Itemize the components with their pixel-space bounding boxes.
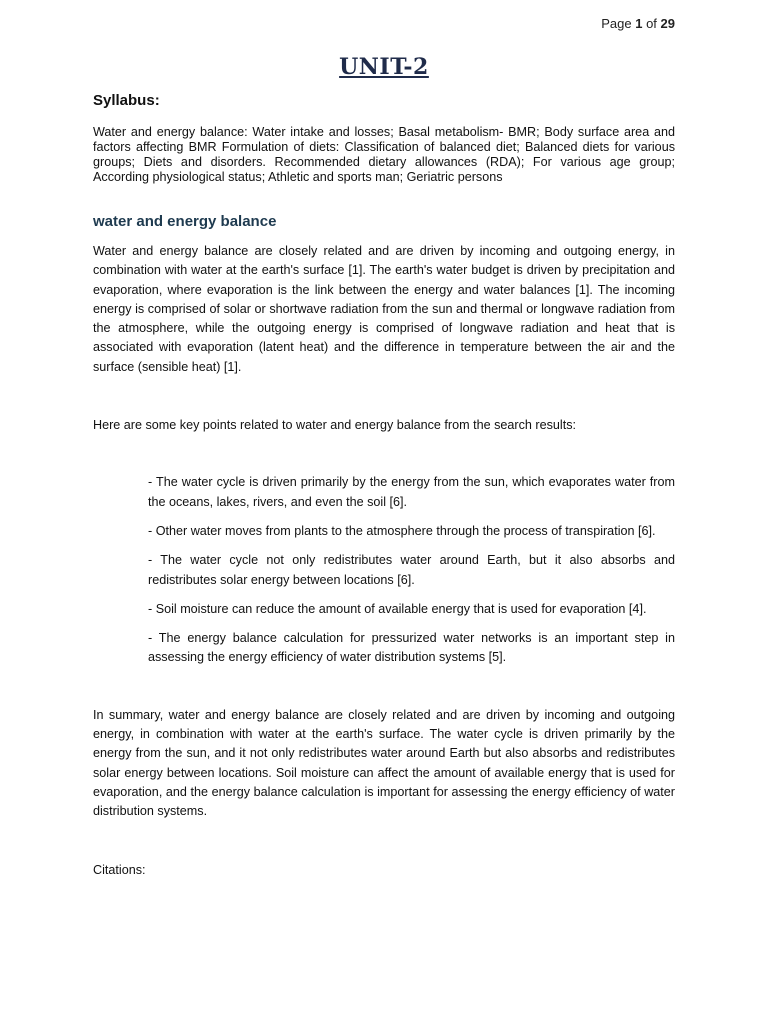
page-of: of <box>642 16 661 31</box>
list-item: - Other water moves from plants to the atmosphere through the process of transpiration [6]. <box>148 523 656 538</box>
list-item: - The water cycle not only redistributes water around Earth, but it also absorbs and redistributes solar energy between locations [6]. <box>148 553 675 587</box>
syllabus-heading: Syllabus: <box>93 92 160 109</box>
page-current: 1 <box>635 16 643 31</box>
key-points-list <box>148 473 675 667</box>
summary-paragraph: In summary, water and energy balance are closely related and are driven by incoming and outgoing energy, in combination with water at the earth's surface. The water cycle is driven primarily by the energy from the sun, and it not only redistributes water around Earth but also absorbs and redistributes solar energy between locations. Soil moisture can affect the amount of available energy that is used for evaporation, and the energy balance calculation is important for assessing the energy efficiency of water distribution systems. <box>93 707 675 819</box>
page-number <box>601 16 675 31</box>
list-item: - The water cycle is driven primarily by the energy from the sun, which evaporates water from the oceans, lakes, rivers, and even the soil [6]. <box>148 475 675 509</box>
list-item: - The energy balance calculation for pressurized water networks is an important step in assessing the energy efficiency of water distribution systems [5]. <box>148 631 675 665</box>
document-content <box>93 88 675 880</box>
page-prefix: Page <box>601 16 636 31</box>
list-item: - Soil moisture can reduce the amount of available energy that is used for evaporation [4]. <box>148 601 647 616</box>
key-points-intro: Here are some key points related to water and energy balance from the search results: <box>93 418 577 433</box>
syllabus-text: Water and energy balance: Water intake and losses; Basal metabolism- BMR; Body surface area and factors affecting BMR Formulation of diets: Classification of balanced diet; Balanced diets for various groups; Diets and disorders. Recommended dietary allowances (RDA); For various age group; According physiological status; Athletic and sports man; Geriatric persons <box>93 125 675 184</box>
section-paragraph: Water and energy balance are closely related and are driven by incoming and outgoing energy, in combination with water at the earth's surface [1]. The earth's water budget is driven by precipitation and evaporation, where evaporation is the link between the energy and water balances [1]. The incoming energy is comprised of solar or shortwave radiation from the sun and thermal or longwave radiation from the atmosphere, while the outgoing energy is comprised of longwave radiation and heat that is associated with evaporation (latent heat) and the difference in temperature between the air and the surface (sensible heat) [1]. <box>93 244 675 374</box>
page-total: 29 <box>660 16 675 31</box>
unit-title: UNIT-2 <box>339 54 429 80</box>
citations-label: Citations: <box>93 862 146 877</box>
section-heading: water and energy balance <box>93 213 277 230</box>
